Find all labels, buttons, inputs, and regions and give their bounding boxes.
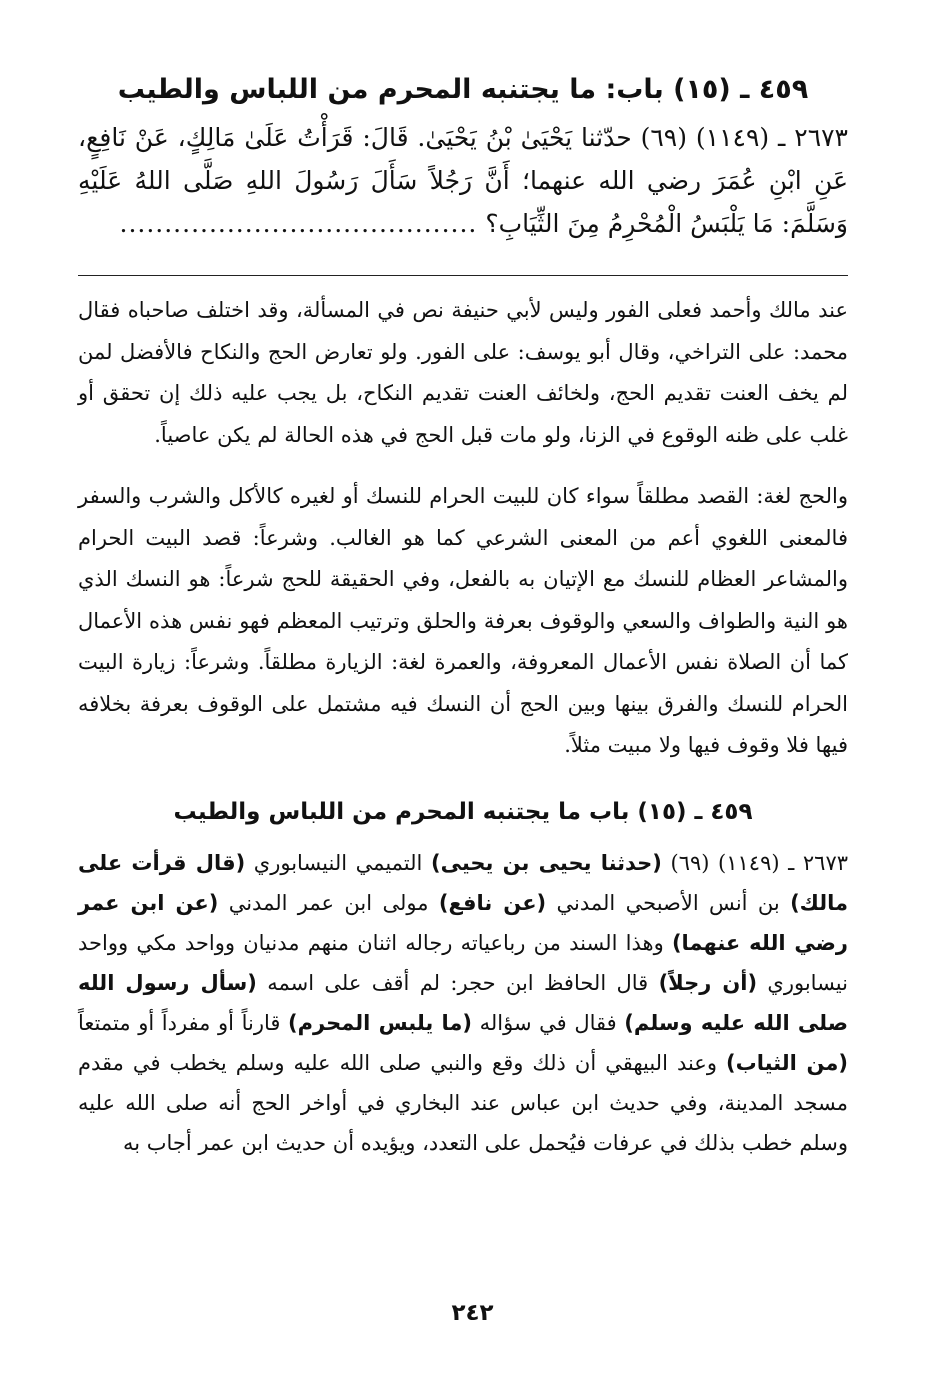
sharh-text: قارناً أو مفرداً أو متمتعاً [78,1010,289,1035]
sharh-quote: (من الثياب) [726,1050,849,1075]
hadith-text [78,116,848,245]
sharh-quote: (قال قرأت على مالك) [78,850,848,915]
page-number: ٢٤٢ [451,1300,494,1326]
sharh-text: وهذا السند من رباعياته رجاله اثنان منهم مدنيان وواحد مكي وواحد نيسابوري [78,930,848,995]
sharh-text: قال الحافظ ابن حجر: لم أقف على اسمه [256,970,659,995]
sharh-quote: (سأل رسول الله صلى الله عليه وسلم) [78,970,849,1035]
sharh-text: التميمي النيسابوري [245,850,431,875]
footnote-divider [78,275,848,276]
sharh-text: وعند البيهقي أن ذلك وقع والنبي صلى الله عليه وسلم يخطب في مقدم مسجد المدينة، وفي حديث ابن عباس عند البخاري في أواخر الحج أنه صلى الله عليه وسلم خطب بذلك في عرفات فيُحمل على التعدد، ويؤيده أن حديث ابن عمر أجاب به [78,1050,848,1155]
hadith-matn: ٢٦٧٣ ـ (١١٤٩) (٦٩) حدّثنا يَحْيَىٰ بْنُ يَحْيَىٰ. قَالَ: قَرَأْتُ عَلَىٰ مَالِكٍ، عَنْ نَافِعٍ، عَنِ ابْنِ عُمَرَ رضي الله عنهما؛ أَنَّ رَجُلاً سَأَلَ رَسُولَ اللهِ صَلَّى اللهُ عَلَيْهِ وَسَلَّمَ: مَا يَلْبَسُ الْمُحْرِمُ مِنَ الثِّيَابِ؟ [78,123,848,238]
commentary-block [78,290,848,767]
chapter-heading: ٤٥٩ ـ (١٥) باب: ما يجتنبه المحرم من اللباس والطيب [117,74,809,105]
sharh-quote: (عن نافع) [438,890,547,915]
sharh-paragraph [78,843,848,1163]
sharh-text: مولى ابن عمر المدني [218,890,439,915]
sharh-quote: (حدثنا يحيى بن يحيى) [430,850,662,875]
sharh-quote: (أن رجلاً) [658,970,758,995]
commentary-paragraph-1: عند مالك وأحمد فعلى الفور وليس لأبي حنيفة نص في المسألة، وقد اختلف صاحباه فقال محمد: على التراخي، وقال أبو يوسف: على الفور. ولو تعارض الحج والنكاح فالأفضل لمن لم يخف العنت تقديم الحج، ولخائف العنت تقديم النكاح، بل يجب عليه ذلك إن تحقق أو غلب على ظنه الوقوع في الزنا، ولو مات قبل الحج في هذه الحالة لم يكن عاصياً. [78,298,848,447]
page-body [78,70,848,1163]
commentary-paragraph-2: والحج لغة: القصد مطلقاً سواء كان للبيت الحرام للنسك أو لغيره كالأكل والشرب والسفر فالمعنى اللغوي أعم من المعنى الشرعي كما هو الغالب. وشرعاً: قصد البيت الحرام والمشاعر العظام للنسك مع الإتيان به بالفعل، وفي الحقيقة للحج شرعاً: هو النسك الذي هو النية والطواف والسعي والوقوف بعرفة والحلق وترتيب المعظم فهو نفس هذه الأعمال كما أن الصلاة نفس الأعمال المعروفة، والعمرة لغة: الزيارة مطلقاً. وشرعاً: زيارة البيت الحرام للنسك والفرق بينها وبين الحج أن النسك فيه مشتمل على الوقوف بعرفة بخلافه فيها فلا وقوف فيها ولا مبيت مثلاً. [78,484,848,757]
sharh-heading: ٤٥٩ ـ (١٥) باب ما يجتنبه المحرم من اللباس والطيب [173,798,753,825]
sharh-text: ٢٦٧٣ ـ (١١٤٩) (٦٩) [661,850,849,875]
hadith-dots: ........................................ [119,209,478,238]
sharh-text: فقال في سؤاله [472,1010,625,1035]
sharh-quote: (عن ابن عمر رضي الله عنهما) [78,890,849,955]
sharh-text: بن أنس الأصبحي المدني [546,890,791,915]
sharh-quote: (ما يلبس المحرم) [288,1010,473,1035]
